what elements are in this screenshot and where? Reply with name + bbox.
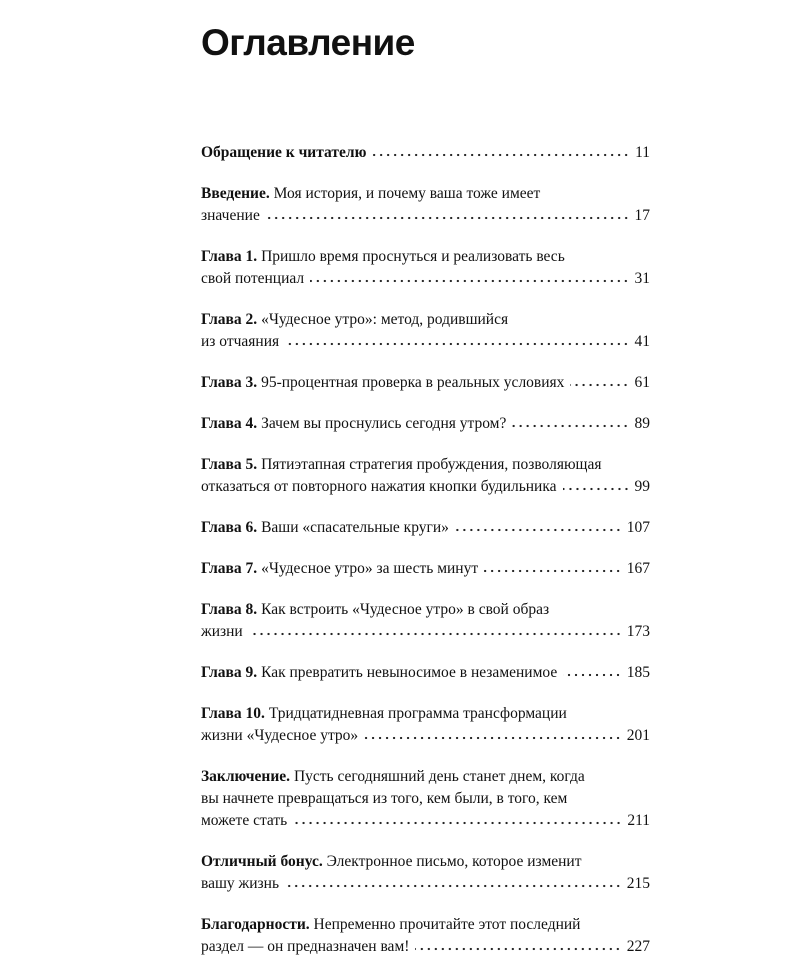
toc-entry-text: 95-процентная проверка в реальных условиях xyxy=(257,374,565,391)
toc-entry[interactable] xyxy=(201,183,650,227)
toc-entry[interactable] xyxy=(201,517,650,539)
toc-entry[interactable] xyxy=(201,766,650,832)
toc-entry-last-line xyxy=(201,413,650,435)
toc-entry-text: значение xyxy=(201,207,260,224)
toc-entry-text: Зачем вы проснулись сегодня утром? xyxy=(257,415,507,432)
toc-entry-last-line xyxy=(201,372,650,394)
toc-entry-page: 215 xyxy=(626,875,650,892)
dot-leader xyxy=(455,528,622,532)
toc-entry-label: Благодарности. xyxy=(201,916,310,933)
toc-entry-page: 167 xyxy=(626,560,650,577)
toc-entry-text: Как превратить невыносимое в незаменимое xyxy=(257,664,558,681)
toc-entry-last-line xyxy=(201,725,650,747)
toc-entry-page: 173 xyxy=(626,623,650,640)
toc-entry-text: жизни xyxy=(201,623,243,640)
toc-entry[interactable] xyxy=(201,851,650,895)
toc-entry-last-line xyxy=(201,936,650,958)
toc-entry-page: 89 xyxy=(634,415,650,432)
toc-entry[interactable] xyxy=(201,309,650,353)
dot-leader xyxy=(563,673,622,677)
page-title: Оглавление xyxy=(201,22,415,63)
toc-entry-text: отказаться от повторного нажатия кнопки будильника xyxy=(201,478,557,495)
toc-entry-text: Пусть сегодняшний день станет днем, когда xyxy=(290,768,585,785)
toc-entry-last-line xyxy=(201,662,650,684)
toc-entry[interactable] xyxy=(201,454,650,498)
toc-entry-last-line xyxy=(201,558,650,580)
toc-entry-page: 185 xyxy=(626,664,650,681)
toc-list xyxy=(201,142,650,977)
toc-entry-page: 17 xyxy=(634,207,650,224)
dot-leader xyxy=(249,632,622,636)
dot-leader xyxy=(293,821,622,825)
toc-entry-text: можете стать xyxy=(201,812,288,829)
toc-entry-text: «Чудесное утро» за шесть минут xyxy=(257,560,479,577)
toc-entry-text: Пришло время проснуться и реализовать весь xyxy=(257,248,565,265)
toc-entry-label: Глава 1. xyxy=(201,248,258,265)
toc-entry[interactable] xyxy=(201,558,650,580)
toc-entry-page: 61 xyxy=(634,374,650,391)
toc-entry-last-line xyxy=(201,517,650,539)
toc-entry-label: Обращение к читателю xyxy=(201,144,367,161)
toc-entry-label: Глава 10. xyxy=(201,705,265,722)
toc-entry-line xyxy=(201,183,650,205)
toc-entry-text: Электронное письмо, которое изменит xyxy=(322,853,582,870)
toc-entry-last-line xyxy=(201,142,650,164)
toc-entry[interactable] xyxy=(201,372,650,394)
dot-leader xyxy=(484,569,622,573)
dot-leader xyxy=(285,342,629,346)
toc-entry-page: 227 xyxy=(626,938,650,955)
toc-entry-label: Глава 7. xyxy=(201,560,258,577)
toc-entry-text: Непременно прочитайте этот последний xyxy=(309,916,581,933)
toc-entry-text: жизни «Чудесное утро» xyxy=(201,727,359,744)
toc-entry-last-line xyxy=(201,810,650,832)
toc-entry-page: 107 xyxy=(626,519,650,536)
toc-entry-text: свой потенциал xyxy=(201,270,305,287)
toc-entry[interactable] xyxy=(201,662,650,684)
toc-entry-label: Глава 3. xyxy=(201,374,258,391)
toc-entry-label: Глава 8. xyxy=(201,601,258,618)
toc-entry-label: Глава 4. xyxy=(201,415,258,432)
toc-entry-text: Пятиэтапная стратегия пробуждения, позволяющая xyxy=(257,456,602,473)
toc-entry-line xyxy=(201,703,650,725)
toc-entry-line xyxy=(201,851,650,873)
dot-leader xyxy=(266,216,630,220)
dot-leader xyxy=(364,736,622,740)
toc-entry-label: Глава 2. xyxy=(201,311,258,328)
toc-entry-page: 11 xyxy=(635,144,650,161)
toc-entry-text: «Чудесное утро»: метод, родившийся xyxy=(257,311,509,328)
toc-entry-text: раздел — он предназначен вам! xyxy=(201,938,410,955)
dot-leader xyxy=(563,487,630,491)
toc-entry-text: вашу жизнь xyxy=(201,875,280,892)
toc-entry[interactable] xyxy=(201,703,650,747)
dot-leader xyxy=(310,279,629,283)
toc-entry-text: Ваши «спасательные круги» xyxy=(257,519,449,536)
toc-entry-label: Отличный бонус. xyxy=(201,853,323,870)
dot-leader xyxy=(570,383,629,387)
dot-leader xyxy=(285,884,622,888)
toc-entry-text: Моя история, и почему ваша тоже имеет xyxy=(269,185,541,202)
dot-leader xyxy=(415,947,621,951)
toc-entry-page: 31 xyxy=(634,270,650,287)
toc-entry-line xyxy=(201,309,650,331)
toc-entry-last-line xyxy=(201,205,650,227)
toc-entry-last-line xyxy=(201,268,650,290)
dot-leader xyxy=(372,153,630,157)
toc-entry-last-line xyxy=(201,476,650,498)
toc-entry-text: Тридцатидневная программа трансформации xyxy=(264,705,567,722)
toc-entry[interactable] xyxy=(201,599,650,643)
toc-entry-page: 211 xyxy=(627,812,650,829)
toc-entry-line: вы начнете превращаться из того, кем были, в того, кем xyxy=(201,790,568,807)
toc-entry-last-line xyxy=(201,873,650,895)
toc-entry-page: 41 xyxy=(634,333,650,350)
toc-entry[interactable] xyxy=(201,914,650,958)
toc-entry[interactable] xyxy=(201,246,650,290)
toc-entry[interactable] xyxy=(201,413,650,435)
dot-leader xyxy=(512,424,629,428)
toc-entry-label: Глава 9. xyxy=(201,664,258,681)
toc-entry-last-line xyxy=(201,331,650,353)
toc-entry-label: Глава 6. xyxy=(201,519,258,536)
toc-entry-line xyxy=(201,914,650,936)
toc-entry-text: Как встроить «Чудесное утро» в свой образ xyxy=(257,601,550,618)
toc-entry-line xyxy=(201,246,650,268)
toc-entry-label: Глава 5. xyxy=(201,456,258,473)
toc-entry-line xyxy=(201,766,650,788)
toc-entry-line xyxy=(201,454,650,476)
toc-entry-label: Введение. xyxy=(201,185,270,202)
toc-entry-page: 99 xyxy=(634,478,650,495)
toc-entry-line xyxy=(201,599,650,621)
toc-entry-page: 201 xyxy=(626,727,650,744)
toc-entry-last-line xyxy=(201,621,650,643)
toc-entry[interactable] xyxy=(201,142,650,164)
toc-entry-text: из отчаяния xyxy=(201,333,280,350)
toc-entry-label: Заключение. xyxy=(201,768,291,785)
